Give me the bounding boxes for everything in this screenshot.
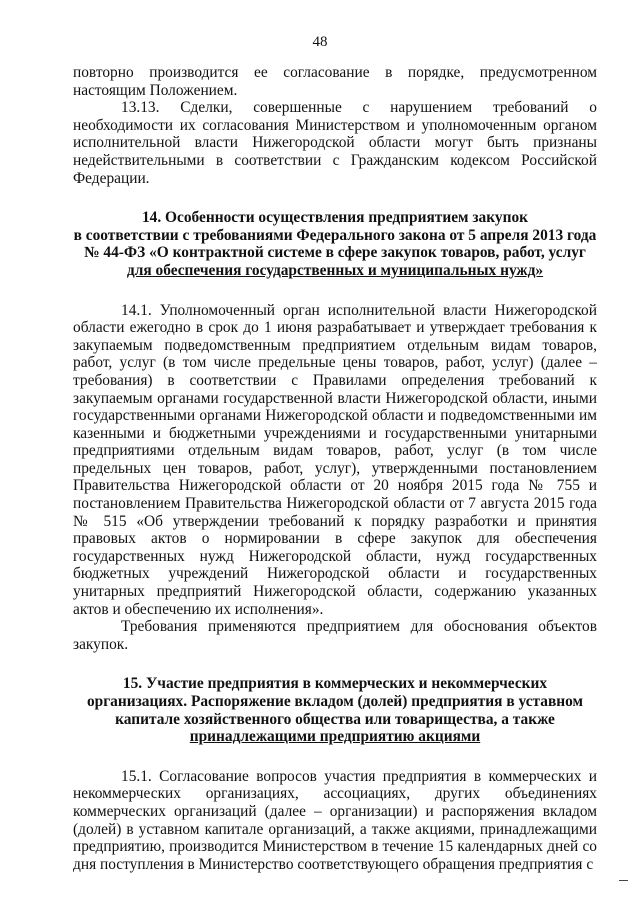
section-heading-15 — [73, 675, 597, 745]
section-heading-14 — [73, 209, 597, 279]
heading-15-line-1: 15. Участие предприятия в коммерческих и некоммерческих — [122, 675, 548, 693]
paragraph-15-1: 15.1. Согласование вопросов участия предприятия в коммерческих и некоммерческих организациях, ассоциациях, других объединениях коммерческих организаций (далее – организации) и распоряжения вкладом (долей) в уставном капитале организаций, а также акциями, принадлежащими предприятию, производится Министерством в течение 15 календарных дней со дня поступления в Министерство соответствующего обращения предприятия с — [73, 767, 597, 873]
paragraph-continuation: повторно производится ее согласование в порядке, предусмотренном настоящим Положением. — [73, 64, 597, 99]
document-body — [73, 64, 597, 873]
heading-15-line-3: капитале хозяйственного общества или товарищества, а также — [115, 710, 555, 728]
heading-14-line-4: для обеспечения государственных и муниципальных нужд» — [126, 261, 544, 279]
heading-15-line-2: организациях. Распоряжение вкладом (долей) предприятия в уставном — [86, 693, 584, 710]
paragraph-requirements: Требования применяются предприятием для обоснования объектов закупок. — [73, 618, 597, 653]
paragraph-13-13: 13.13. Сделки, совершенные с нарушением требований о необходимости их согласования Министерством и уполномоченным органом исполнительной власти Нижегородской области могут быть признаны недействительными в соответствии с Гражданским кодексом Российской Федерации. — [73, 99, 597, 187]
page-edge-mark — [619, 880, 628, 881]
heading-14-line-2: в соответствии с требованиями Федерального закона от 5 апреля 2013 года — [73, 226, 597, 244]
paragraph-14-1: 14.1. Уполномоченный орган исполнительной власти Нижегородской области ежегодно в срок до 1 июня разрабатывает и утверждает требования к закупаемым подведомственным предприятием отдельным видам товаров, работ, услуг (в том числе предельные цены товаров, работ, услуг) (далее – требования) в соответствии с Правилами определения требований к закупаемым органами государственной власти Нижегородской области, иными государственными органами Нижегородской области и подведомственными им казенными и бюджетными учреждениями и государственными унитарными предприятиями отдельным видам товаров, работ, услуг (в том числе предельных цен товаров, работ, услуг), утвержденными постановлением Правительства Нижегородской области от 20 ноября 2015 года № 755 и постановлением Правительства Нижегородской области от 7 августа 2015 года № 515 «Об утверждении требований к порядку разработки и принятия правовых актов о нормировании в сфере закупок для обеспечения государственных нужд Нижегородской области, нужд государственных бюджетных учреждений Нижегородской области и государственных унитарных предприятий Нижегородской области, содержанию указанных актов и обеспечению их исполнения». — [73, 301, 597, 618]
heading-14-line-3: № 44-ФЗ «О контрактной системе в сфере закупок товаров, работ, услуг — [84, 244, 586, 262]
page-number: 48 — [312, 34, 328, 50]
heading-14-line-1: 14. Особенности осуществления предприятием закупок — [141, 209, 529, 227]
heading-15-line-4: принадлежащими предприятию акциями — [189, 728, 481, 746]
